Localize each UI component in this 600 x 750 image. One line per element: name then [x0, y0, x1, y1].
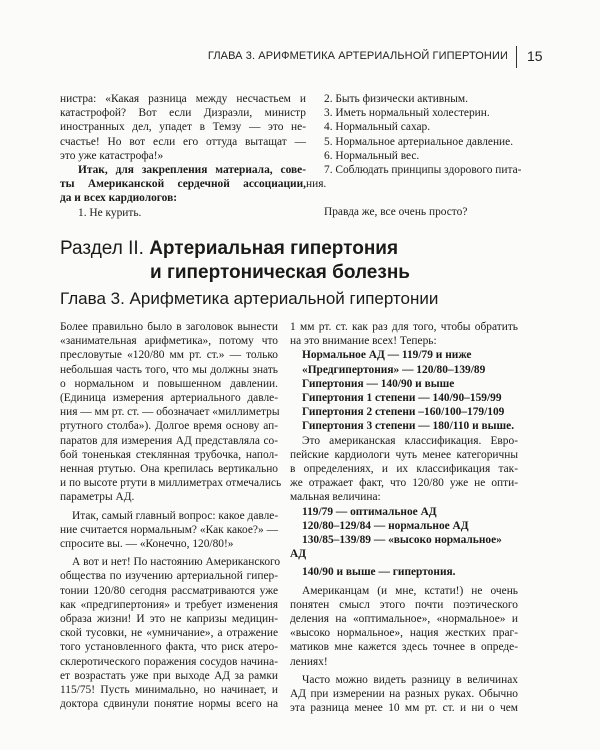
running-header-chapter-title: ГЛАВА 3. АРИФМЕТИКА АРТЕРИАЛЬНОЙ ГИПЕРТОНИИ — [207, 50, 508, 62]
text-line: это уже катастрофа!» — [60, 149, 164, 162]
text-line: ет возрастать уже при выходе АД за рамки — [60, 669, 278, 682]
classification-item: АД — [290, 548, 307, 561]
text-line: паратов для измерения АД представляла со- — [60, 434, 278, 447]
text-line: тонии 120/80 сегодня рассматриваются уже — [60, 584, 278, 597]
top-right-column — [306, 92, 552, 220]
text-line: Часто можно видеть разницу в величинах — [302, 673, 518, 686]
text-line: доктора сдвинули понятие нормы всего на — [60, 698, 278, 711]
running-header — [0, 42, 600, 70]
text-line: Итак, самый главный вопрос: какое давле- — [72, 509, 279, 522]
paragraph — [60, 320, 282, 505]
list-item: 3. Иметь нормальный холестерин. — [324, 107, 490, 120]
paragraph — [290, 434, 518, 505]
text-line: как «предгипертония» и требует изменения — [60, 598, 278, 611]
text-line: ртутного столба»). Долгое время основу ап- — [60, 420, 278, 433]
text-line: общества по изучению артериальной гипер- — [60, 570, 278, 583]
list-item: 4. Нормальный сахар. — [324, 121, 431, 134]
list-item: 2. Быть физически активным. — [324, 93, 468, 105]
classification-item: 130/85–139/89 — «высоко нормальное» — [302, 534, 502, 547]
text-line: ской тусовки, не «умничание», а отражение — [60, 627, 278, 640]
text-line: ненная ртутью. Она крепилась вертикально — [60, 463, 278, 476]
text-line: Это американская классификация. Евро- — [302, 434, 518, 447]
text-line: «занимательная арифметика», потому что — [60, 335, 278, 348]
quote-paragraph — [60, 92, 306, 163]
text-line: того установленного факта, что риск атеро- — [60, 641, 278, 654]
top-left-column — [60, 92, 306, 220]
text-line: склеротического поражения сосудов начина- — [60, 655, 278, 668]
text-line: 115/75! Пусть минимально, но начинает, и — [60, 684, 278, 697]
classification-item: Гипертония 2 степени –160/100–179/109 — [302, 406, 505, 419]
section-prefix: Раздел II. — [60, 238, 144, 259]
list-item — [60, 206, 306, 220]
text-line: деления на «оптимальное», «нормальное» и — [290, 613, 518, 626]
text-line: Американцам (и мне, кстати!) не очень — [302, 584, 518, 597]
text-line: Итак, для закрепления материала, сове- — [78, 164, 306, 177]
header-divider — [516, 46, 517, 68]
eu-classification-list — [290, 505, 518, 580]
paragraph — [60, 555, 281, 711]
text-line: эта разница менее 10 мм рт. ст. и ни о чем — [290, 702, 518, 715]
text-line: 1 мм рт. ст. как раз для того, чтобы обратить — [290, 321, 518, 333]
section-heading-line1 — [60, 237, 410, 261]
text-line: лениях! — [290, 655, 328, 668]
classification-item: Гипертония 3 степени — 180/110 и выше. — [302, 420, 515, 433]
section-title-line2: и гипертоническая болезнь — [150, 262, 410, 283]
closing-text: Правда же, все очень просто? — [324, 206, 468, 219]
classification-item: Нормальное АД — 119/79 и ниже — [302, 349, 472, 362]
chapter-heading: Глава 3. Арифметика артериальной гипертонии — [60, 289, 439, 308]
paragraph — [60, 509, 278, 552]
classification-item: 120/80–129/84 — нормальное АД — [302, 519, 469, 532]
text-line: и по высоте ртути в миллиметрах отмечались — [60, 477, 282, 490]
text-line: ты Американской сердечной ассоциации, — [60, 178, 306, 191]
text-line: матиков мне кажется здесь точнее в опреде- — [290, 641, 518, 654]
text-line: счастье! Но вот если его оттуда вытащат — — [60, 135, 306, 148]
text-line: иностранных дел, упадет в Темзу — это не- — [60, 121, 306, 134]
text-line: понятен смысл этого почти поэтического — [290, 598, 518, 611]
list-item: 7. Соблюдать принципы здорового пита- — [324, 164, 522, 177]
list-item-continuation: ния. — [306, 178, 327, 191]
text-line: бой тоненькая стеклянная трубочка, напол- — [60, 448, 278, 461]
list-item: 6. Нормальный вес. — [324, 149, 420, 162]
text-line: катастрофой? Вот если Дизраэли, министр — [60, 107, 306, 120]
paragraph — [290, 584, 518, 669]
text-line: 1. Не курить. — [78, 206, 142, 219]
main-left-column — [60, 320, 282, 711]
classification-item: Гипертония — 140/90 и выше — [302, 377, 455, 390]
text-line: Более правильно было в заголовок вынести — [60, 321, 278, 333]
text-line: параметры АД. — [60, 491, 135, 504]
text-line: нистра: «Какая разница между несчастьем и — [60, 93, 306, 105]
classification-item: 119/79 — оптимальное АД — [302, 505, 437, 518]
text-line: АД при измерении на разных руках. Обычно — [290, 688, 518, 701]
section-heading — [60, 237, 410, 285]
text-line: мальная величина: — [290, 491, 381, 504]
text-line: о нормальном и повышенном давлении. — [60, 377, 278, 390]
text-line: ния — мм рт. ст. — обозначает «миллиметры — [60, 406, 280, 419]
advice-intro-paragraph — [60, 163, 306, 206]
text-line: небольшая часть того, что мы должны знать — [60, 363, 278, 376]
page-number: 15 — [527, 48, 543, 64]
text-line: на это внимание всех! Теперь: — [290, 335, 437, 348]
classification-item: «Предгипертония» — 120/80–139/89 — [302, 363, 486, 376]
us-classification-list — [290, 348, 518, 433]
text-line: ние считается нормальным? «Как какое?» — — [60, 523, 278, 536]
classification-item: 140/90 и выше — гипертония. — [302, 566, 456, 579]
classification-item: Гипертония 1 степени — 140/90–159/99 — [302, 392, 502, 405]
text-line: в определениях, и их классификация так- — [290, 463, 518, 476]
text-line: же отражает факт, что 120/80 уже не опти- — [290, 477, 518, 490]
list-item: 5. Нормальное артериальное давление. — [324, 135, 514, 148]
text-line: да и всех кардиологов: — [60, 192, 178, 205]
paragraph — [290, 320, 518, 348]
text-line: спросите вы. — «Конечно, 120/80!» — [60, 538, 234, 551]
text-line: образа жизни! И это не капризы медицин- — [60, 613, 278, 626]
section-title-line1: Артериальная гипертония — [149, 238, 399, 259]
text-line: (Единица измерения артериального давле- — [60, 392, 278, 405]
main-right-column — [290, 320, 518, 715]
paragraph — [290, 673, 518, 716]
text-line: пейские кардиологи чуть менее категоричны — [290, 448, 518, 461]
text-line: А вот и нет! По настоянию Американского — [72, 556, 281, 569]
text-line: «высоко нормальное», нация жестких праг- — [290, 627, 518, 640]
text-line: пресловутые «120/80 мм рт. ст.» — только — [60, 349, 278, 362]
